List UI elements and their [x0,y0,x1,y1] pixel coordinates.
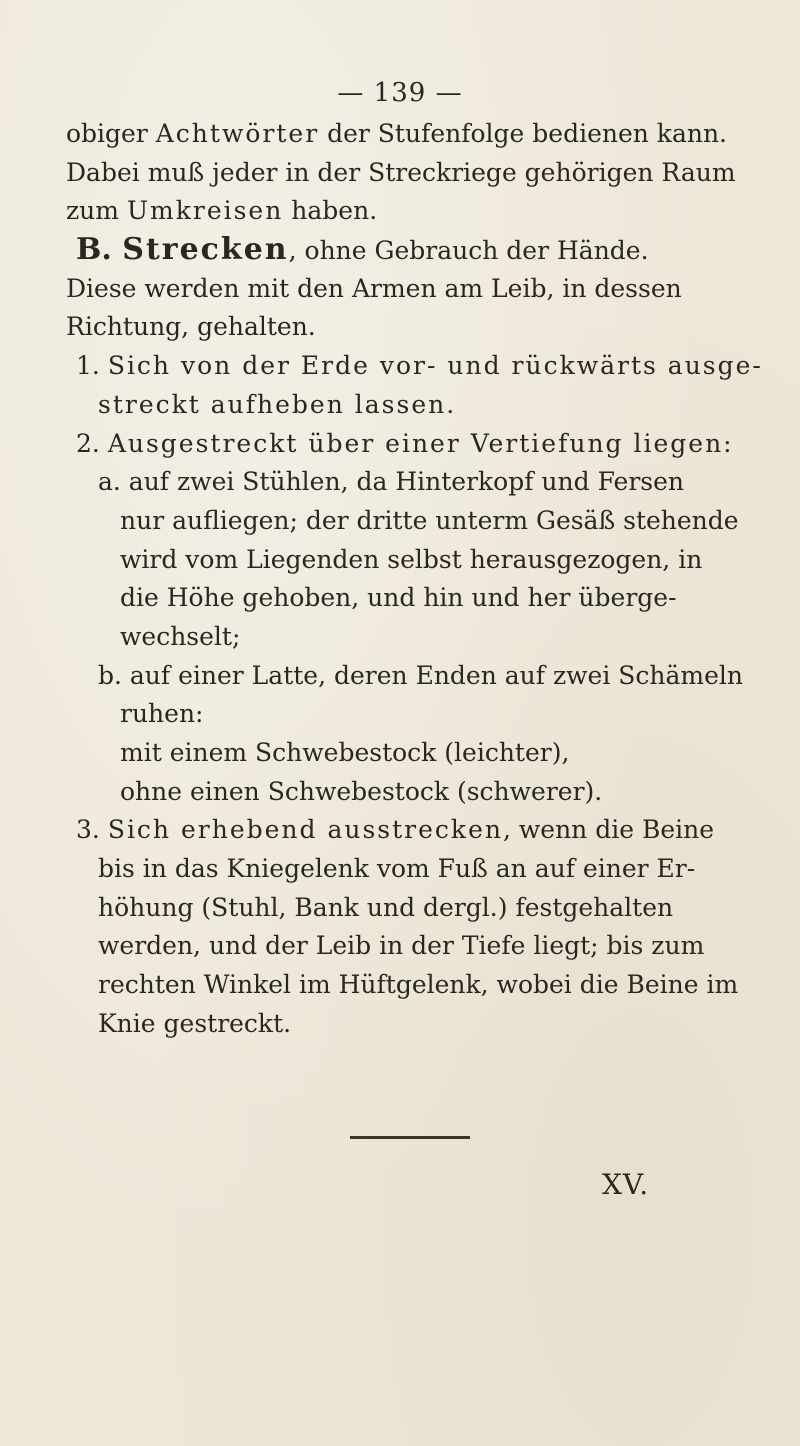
text-line-17 [66,734,726,773]
section-title: Strecken [122,232,289,268]
text-line-13 [66,579,726,618]
text-line-21 [66,889,726,928]
text-run: der Stufenfolge bedienen kann. [319,119,728,148]
section-heading-b [66,231,726,270]
text-line-14 [66,618,726,657]
page-number: — 139 — [337,78,463,108]
text-line-23 [66,966,739,1005]
emphasized-term: Ausgestreckt über einer Vertiefung liegen: [107,428,734,458]
text-line-22 [66,927,726,966]
emphasized-term: Umkreisen [126,196,284,226]
text-run: Diese werden mit den Armen am Leib, in dessen [66,273,682,303]
text-run: ruhen: [120,699,204,729]
text-run: Knie gestreckt. [98,1008,292,1038]
text-line-2 [66,154,736,193]
text-run: obiger [66,119,156,148]
text-run: , wenn die Beine [502,815,715,845]
sub-item-b [66,657,744,696]
text-line-11 [66,502,739,541]
text-line-5 [66,270,726,309]
text-run: rechten Winkel im Hüftgelenk, wobei die Beine im [98,970,739,1000]
text-run: b. auf einer Latte, deren Enden auf zwei Schämeln [98,660,744,690]
text-run: die Höhe gehoben, und hin und her überge- [120,583,677,613]
text-run: a. auf zwei Stühlen, da Hinterkopf und Fersen [98,467,685,497]
section-letter: B. [76,232,123,268]
text-line-12 [66,541,726,580]
text-run: mit einem Schwebestock (leichter), [120,738,570,767]
emphasized-term: Sich von der Erde vor- und rückwärts ausge- [107,351,763,381]
text-run: zum [66,196,127,226]
list-item-2 [66,425,734,464]
list-item-3 [66,811,726,850]
text-line-6 [66,308,726,347]
text-line-18 [66,773,726,812]
list-item-1 [66,347,763,386]
text-line-8 [66,386,726,425]
text-run: wird vom Liegenden selbst herausgezogen, in [120,544,703,574]
signature-mark: XV. [602,1168,650,1201]
text-run: bis in das Kniegelenk vom Fuß an auf einer Er- [98,854,696,884]
text-line-16 [66,695,726,734]
text-run: ohne einen Schwebestock (schwerer). [120,776,603,806]
text-run: wechselt; [120,621,241,651]
text-line-24 [66,1005,726,1044]
text-run: werden, und der Leib in der Tiefe liegt; bis zum [98,931,705,961]
item-number: 1. [76,351,108,381]
text-run: nur aufliegen; der dritte unterm Gesäß stehende [120,505,739,535]
text-line-20 [66,850,726,889]
text-run: höhung (Stuhl, Bank und dergl.) festgehalten [98,892,674,922]
text-line-1 [66,115,726,154]
body-text [66,115,763,1044]
text-run: haben. [283,196,378,226]
item-number: 2. [76,428,108,458]
text-line-3 [66,192,726,231]
emphasized-term: Sich erhebend ausstrecken [107,815,503,845]
emphasized-term: Achtwörter [155,119,320,148]
text-run: Richtung, gehalten. [66,312,316,342]
text-run: Dabei muß jeder in der Streckriege gehörigen Raum [66,157,736,187]
text-run: , ohne Gebrauch der Hände. [288,236,649,266]
emphasized-term: streckt aufheben lassen. [98,389,457,419]
divider-rule [350,1136,470,1139]
sub-item-a [66,463,726,502]
item-number: 3. [76,815,108,845]
